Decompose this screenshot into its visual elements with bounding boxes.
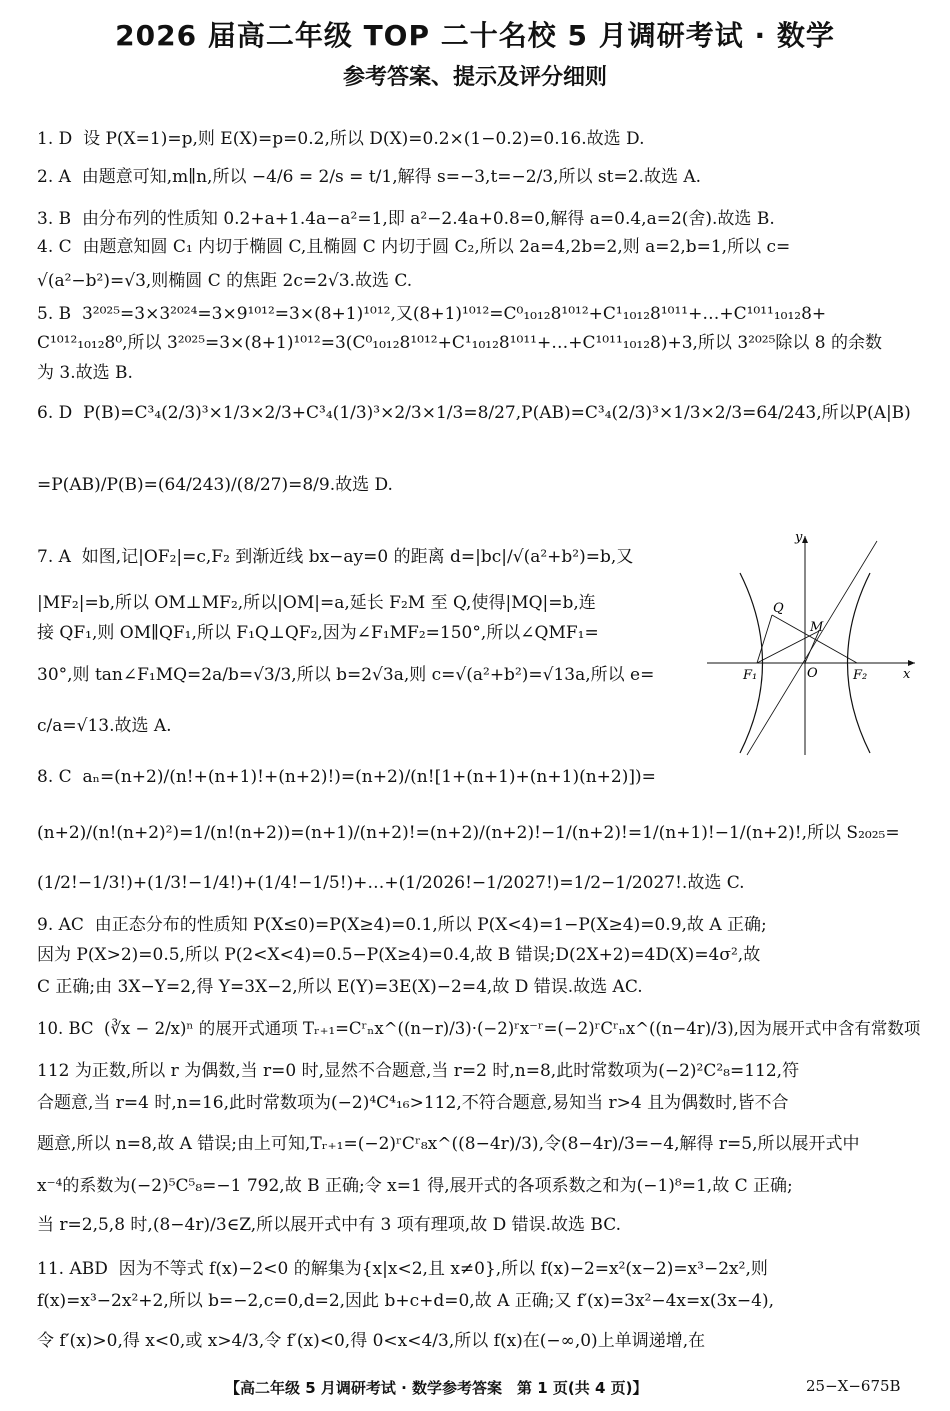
- answer-7-line2: |MF₂|=b,所以 OM⊥MF₂,所以|OM|=a,延长 F₂M 至 Q,使得|MQ|=b,连: [37, 593, 596, 613]
- answer-10-line2: 112 为正数,所以 r 为偶数,当 r=0 时,显然不合题意,当 r=2 时,n=8,此时常数项为(−2)²C²₈=112,符: [37, 1061, 800, 1081]
- answer-3: 3. B 由分布列的性质知 0.2+a+1.4a−a²=1,即 a²−2.4a+0.8=0,解得 a=0.4,a=2(舍).故选 B.: [37, 209, 775, 229]
- answer-10: 10. BC (∛x − 2/x)ⁿ 的展开式通项 Tᵣ₊₁=Cʳₙx^((n−r)/3)·(−2)ʳx⁻ʳ=(−2)ʳCʳₙx^((n−4r)/3),因为展开式中含有常数项: [37, 1019, 921, 1038]
- label-origin: O: [807, 666, 818, 681]
- answer-9-line3: C 正确;由 3X−Y=2,得 Y=3X−2,所以 E(Y)=3E(X)−2=4,故 D 错误.故选 AC.: [37, 977, 643, 997]
- answer-7: 7. A 如图,记|OF₂|=c,F₂ 到渐近线 bx−ay=0 的距离 d=|bc|/√(a²+b²)=b,又: [37, 547, 634, 567]
- label-q: Q: [773, 601, 784, 616]
- answer-8-line2: (n+2)/(n!(n+2)²)=1/(n!(n+2))=(n+1)/(n+2)!=(n+2)/(n+2)!−1/(n+2)!=1/(n+1)!−1/(n+2)!,所以 S₂₀₂₅=: [37, 823, 900, 843]
- footer-code: 25−X−675B: [806, 1377, 901, 1395]
- answer-11-line3: 令 f′(x)>0,得 x<0,或 x>4/3,令 f′(x)<0,得 0<x<4/3,所以 f(x)在(−∞,0)上单调递增,在: [37, 1331, 706, 1351]
- answer-6-line2: =P(AB)/P(B)=(64/243)/(8/27)=8/9.故选 D.: [37, 475, 393, 495]
- hyperbola-figure: [707, 533, 917, 758]
- label-y: y: [795, 533, 803, 545]
- label-m: M: [810, 620, 824, 635]
- answer-8: 8. C aₙ=(n+2)/(n!+(n+1)!+(n+2)!)=(n+2)/(n![1+(n+1)+(n+1)(n+2)])=: [37, 767, 656, 787]
- page-title: 2026 届高二年级 TOP 二十名校 5 月调研考试 · 数学: [115, 19, 835, 52]
- answer-10-line5: x⁻⁴的系数为(−2)⁵C⁵₈=−1 792,故 B 正确;令 x=1 得,展开式的各项系数之和为(−1)⁸=1,故 C 正确;: [37, 1176, 793, 1196]
- answer-1: 1. D 设 P(X=1)=p,则 E(X)=p=0.2,所以 D(X)=0.2×(1−0.2)=0.16.故选 D.: [37, 129, 645, 149]
- answer-4-cont: √(a²−b²)=√3,则椭圆 C 的焦距 2c=2√3.故选 C.: [37, 271, 413, 291]
- answer-5-line3: 为 3.故选 B.: [37, 363, 133, 383]
- answer-2: 2. A 由题意可知,m∥n,所以 −4/6 = 2/s = t/1,解得 s=−3,t=−2/3,所以 st=2.故选 A.: [37, 167, 702, 187]
- page-subtitle: 参考答案、提示及评分细则: [342, 65, 607, 90]
- answer-11-line2: f(x)=x³−2x²+2,所以 b=−2,c=0,d=2,因此 b+c+d=0,故 A 正确;又 f′(x)=3x²−4x=x(3x−4),: [37, 1291, 774, 1311]
- answer-5: 5. B 3²⁰²⁵=3×3²⁰²⁴=3×9¹⁰¹²=3×(8+1)¹⁰¹²,又(8+1)¹⁰¹²=C⁰₁₀₁₂8¹⁰¹²+C¹₁₀₁₂8¹⁰¹¹+…+C¹⁰¹¹₁₀₁₂8+: [37, 304, 827, 324]
- label-x: x: [903, 667, 911, 682]
- answer-5-line2: C¹⁰¹²₁₀₁₂8⁰,所以 3²⁰²⁵=3×(8+1)¹⁰¹²=3(C⁰₁₀₁₂8¹⁰¹²+C¹₁₀₁₂8¹⁰¹¹+…+C¹⁰¹¹₁₀₁₂8)+3,所以 3²⁰²⁵除以 8 的余数: [37, 333, 883, 353]
- answer-11: 11. ABD 因为不等式 f(x)−2<0 的解集为{x|x<2,且 x≠0},所以 f(x)−2=x²(x−2)=x³−2x²,则: [37, 1259, 768, 1279]
- answer-9-line2: 因为 P(X>2)=0.5,所以 P(2<X<4)=0.5−P(X≥4)=0.4,故 B 错误;D(2X+2)=4D(X)=4σ²,故: [37, 945, 761, 965]
- answer-10-line3: 合题意,当 r=4 时,n=16,此时常数项为(−2)⁴C⁴₁₆>112,不符合题意,易知当 r>4 且为偶数时,皆不合: [37, 1093, 789, 1113]
- answer-4: 4. C 由题意知圆 C₁ 内切于椭圆 C,且椭圆 C 内切于圆 C₂,所以 2a=4,2b=2,则 a=2,b=1,所以 c=: [37, 237, 791, 257]
- label-f1: F₁: [743, 668, 758, 683]
- answer-7-line3: 接 QF₁,则 OM∥QF₁,所以 F₁Q⊥QF₂,因为∠F₁MF₂=150°,所以∠QMF₁=: [37, 623, 599, 643]
- footer-page-info: 【高二年级 5 月调研考试 · 数学参考答案 第 1 页(共 4 页)】: [225, 1379, 648, 1397]
- answer-6: 6. D P(B)=C³₄(2/3)³×1/3×2/3+C³₄(1/3)³×2/3×1/3=8/27,P(AB)=C³₄(2/3)³×1/3×2/3=64/243,所以P(A|B): [37, 403, 911, 423]
- answer-10-line6: 当 r=2,5,8 时,(8−4r)/3∈Z,所以展开式中有 3 项有理项,故 D 错误.故选 BC.: [37, 1215, 622, 1235]
- answer-7-line4: 30°,则 tan∠F₁MQ=2a/b=√3/3,所以 b=2√3a,则 c=√(a²+b²)=√13a,所以 e=: [37, 665, 655, 685]
- label-f2: F₂: [853, 668, 868, 683]
- answer-10-line4: 题意,所以 n=8,故 A 错误;由上可知,Tᵣ₊₁=(−2)ʳCʳ₈x^((8−4r)/3),令(8−4r)/3=−4,解得 r=5,所以展开式中: [37, 1134, 860, 1154]
- answer-7-line5: c/a=√13.故选 A.: [37, 716, 172, 736]
- answer-8-line3: (1/2!−1/3!)+(1/3!−1/4!)+(1/4!−1/5!)+…+(1/2026!−1/2027!)=1/2−1/2027!.故选 C.: [37, 873, 745, 893]
- answer-9: 9. AC 由正态分布的性质知 P(X≤0)=P(X≥4)=0.1,所以 P(X<4)=1−P(X≥4)=0.9,故 A 正确;: [37, 915, 767, 935]
